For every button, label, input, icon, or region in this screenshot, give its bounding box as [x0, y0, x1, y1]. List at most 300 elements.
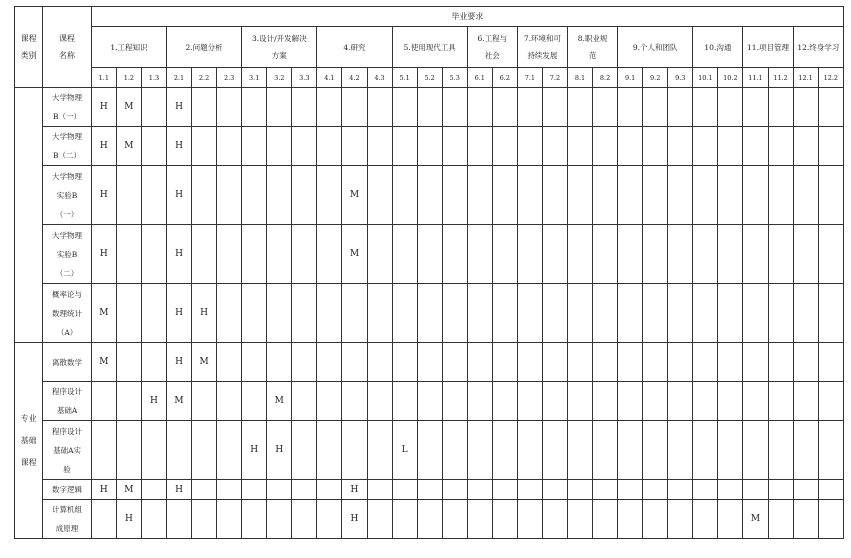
- support-level-cell: H: [167, 166, 192, 225]
- requirement-group-header: 9.个人和团队: [618, 27, 693, 68]
- support-level-cell: [618, 166, 643, 225]
- support-level-cell: [793, 284, 818, 343]
- support-level-cell: [593, 421, 618, 480]
- indicator-header: 4.2: [342, 68, 367, 88]
- support-level-cell: [217, 480, 242, 500]
- support-level-cell: [568, 382, 593, 421]
- support-level-cell: [367, 382, 392, 421]
- support-level-cell: [167, 500, 192, 539]
- support-level-cell: [367, 127, 392, 166]
- support-level-cell: [392, 166, 417, 225]
- support-level-cell: H: [91, 127, 116, 166]
- support-level-cell: [467, 382, 492, 421]
- requirement-group-header: 7.环境和可 持续发展: [517, 27, 567, 68]
- support-level-cell: H: [91, 225, 116, 284]
- indicator-header: 10.2: [718, 68, 743, 88]
- indicator-header: 5.3: [442, 68, 467, 88]
- support-level-cell: [141, 343, 166, 382]
- support-level-cell: [718, 166, 743, 225]
- support-level-cell: [668, 382, 693, 421]
- indicator-header: 10.1: [693, 68, 718, 88]
- support-level-cell: M: [342, 225, 367, 284]
- support-level-cell: [693, 480, 718, 500]
- course-name-cell: 离散数学: [43, 343, 92, 382]
- support-level-cell: [818, 421, 843, 480]
- support-level-cell: M: [116, 480, 141, 500]
- support-level-cell: [242, 343, 267, 382]
- support-level-cell: [768, 127, 793, 166]
- support-level-cell: [342, 421, 367, 480]
- course-row: [15, 382, 844, 421]
- support-level-cell: [492, 88, 517, 127]
- course-category-cell: [15, 88, 43, 343]
- requirements-matrix-table: [14, 6, 844, 539]
- support-level-cell: [618, 88, 643, 127]
- support-level-cell: [141, 480, 166, 500]
- support-level-cell: [242, 382, 267, 421]
- support-level-cell: [517, 421, 542, 480]
- support-level-cell: H: [342, 500, 367, 539]
- support-level-cell: [217, 284, 242, 343]
- support-level-cell: [417, 500, 442, 539]
- support-level-cell: H: [242, 421, 267, 480]
- indicator-header: 4.1: [317, 68, 342, 88]
- requirement-group-header: 11.项目管理: [743, 27, 793, 68]
- support-level-cell: [593, 225, 618, 284]
- indicator-header: 11.2: [768, 68, 793, 88]
- requirement-group-header: 3.设计/开发解决 方案: [242, 27, 317, 68]
- support-level-cell: [768, 480, 793, 500]
- support-level-cell: [718, 480, 743, 500]
- support-level-cell: [192, 480, 217, 500]
- support-level-cell: H: [116, 500, 141, 539]
- indicator-header: 8.1: [568, 68, 593, 88]
- support-level-cell: [367, 480, 392, 500]
- support-level-cell: [668, 88, 693, 127]
- course-name-cell: 数字逻辑: [43, 480, 92, 500]
- support-level-cell: [442, 225, 467, 284]
- support-level-cell: [542, 500, 567, 539]
- support-level-cell: [718, 421, 743, 480]
- support-level-cell: [618, 382, 643, 421]
- support-level-cell: [116, 382, 141, 421]
- support-level-cell: [693, 127, 718, 166]
- support-level-cell: [292, 166, 317, 225]
- course-name-cell: 概率论与 数理统计 （A）: [43, 284, 92, 343]
- support-level-cell: [167, 421, 192, 480]
- support-level-cell: [793, 225, 818, 284]
- support-level-cell: M: [116, 127, 141, 166]
- support-level-cell: [718, 127, 743, 166]
- support-level-cell: [818, 343, 843, 382]
- support-level-cell: [568, 88, 593, 127]
- support-level-cell: [267, 225, 292, 284]
- support-level-cell: [292, 480, 317, 500]
- support-level-cell: [392, 284, 417, 343]
- support-level-cell: [91, 500, 116, 539]
- support-level-cell: [192, 382, 217, 421]
- support-level-cell: [568, 343, 593, 382]
- support-level-cell: [367, 166, 392, 225]
- support-level-cell: [442, 421, 467, 480]
- support-level-cell: [542, 166, 567, 225]
- support-level-cell: [743, 382, 768, 421]
- support-level-cell: [793, 421, 818, 480]
- indicator-header: 9.1: [618, 68, 643, 88]
- indicator-header: 6.2: [492, 68, 517, 88]
- support-level-cell: [593, 343, 618, 382]
- course-name-cell: 大学物理 B（二）: [43, 127, 92, 166]
- support-level-cell: [116, 343, 141, 382]
- support-level-cell: [618, 480, 643, 500]
- support-level-cell: [718, 382, 743, 421]
- support-level-cell: [467, 166, 492, 225]
- support-level-cell: [141, 127, 166, 166]
- indicator-header: 5.2: [417, 68, 442, 88]
- support-level-cell: [392, 500, 417, 539]
- support-level-cell: [718, 284, 743, 343]
- support-level-cell: [442, 382, 467, 421]
- support-level-cell: [317, 284, 342, 343]
- support-level-cell: H: [167, 127, 192, 166]
- indicator-header: 2.2: [192, 68, 217, 88]
- course-row: [15, 88, 844, 127]
- support-level-cell: [342, 127, 367, 166]
- support-level-cell: [292, 88, 317, 127]
- course-row: [15, 343, 844, 382]
- support-level-cell: [517, 382, 542, 421]
- support-level-cell: [542, 343, 567, 382]
- support-level-cell: [392, 88, 417, 127]
- course-row: [15, 284, 844, 343]
- support-level-cell: [668, 127, 693, 166]
- support-level-cell: [217, 127, 242, 166]
- support-level-cell: [718, 500, 743, 539]
- support-level-cell: H: [267, 421, 292, 480]
- course-name-cell: 程序设计 基础A: [43, 382, 92, 421]
- support-level-cell: [292, 127, 317, 166]
- support-level-cell: [141, 500, 166, 539]
- support-level-cell: [768, 500, 793, 539]
- support-level-cell: [618, 421, 643, 480]
- support-level-cell: [141, 284, 166, 343]
- indicator-header: 12.2: [818, 68, 843, 88]
- support-level-cell: [818, 225, 843, 284]
- support-level-cell: [818, 127, 843, 166]
- support-level-cell: [517, 127, 542, 166]
- indicator-header: 1.3: [141, 68, 166, 88]
- support-level-cell: [768, 166, 793, 225]
- support-level-cell: [643, 382, 668, 421]
- course-name-cell: 程序设计 基础A实 验: [43, 421, 92, 480]
- support-level-cell: [217, 166, 242, 225]
- course-name-cell: 计算机组 成原理: [43, 500, 92, 539]
- requirement-group-header: 1.工程知识: [91, 27, 166, 68]
- support-level-cell: [768, 421, 793, 480]
- support-level-cell: [492, 421, 517, 480]
- indicator-header: 2.3: [217, 68, 242, 88]
- support-level-cell: [442, 166, 467, 225]
- support-level-cell: [467, 343, 492, 382]
- support-level-cell: L: [392, 421, 417, 480]
- support-level-cell: [593, 382, 618, 421]
- header-graduation-requirements: 毕业要求: [91, 7, 843, 27]
- support-level-cell: [317, 421, 342, 480]
- support-level-cell: [467, 480, 492, 500]
- support-level-cell: [643, 284, 668, 343]
- support-level-cell: [517, 480, 542, 500]
- support-level-cell: [693, 88, 718, 127]
- support-level-cell: [292, 343, 317, 382]
- support-level-cell: [668, 166, 693, 225]
- support-level-cell: H: [91, 166, 116, 225]
- support-level-cell: [141, 88, 166, 127]
- support-level-cell: [267, 284, 292, 343]
- indicator-header: 1.1: [91, 68, 116, 88]
- support-level-cell: [342, 88, 367, 127]
- support-level-cell: [542, 225, 567, 284]
- support-level-cell: [793, 166, 818, 225]
- support-level-cell: [417, 421, 442, 480]
- course-row: [15, 225, 844, 284]
- support-level-cell: [467, 225, 492, 284]
- support-level-cell: M: [192, 343, 217, 382]
- support-level-cell: M: [342, 166, 367, 225]
- support-level-cell: [743, 343, 768, 382]
- support-level-cell: [793, 88, 818, 127]
- support-level-cell: [818, 382, 843, 421]
- support-level-cell: [542, 284, 567, 343]
- support-level-cell: [442, 284, 467, 343]
- support-level-cell: [593, 127, 618, 166]
- support-level-cell: [116, 225, 141, 284]
- support-level-cell: [417, 343, 442, 382]
- support-level-cell: [91, 421, 116, 480]
- support-level-cell: [743, 166, 768, 225]
- support-level-cell: [643, 421, 668, 480]
- support-level-cell: [116, 284, 141, 343]
- support-level-cell: [517, 88, 542, 127]
- support-level-cell: [668, 343, 693, 382]
- support-level-cell: [593, 88, 618, 127]
- support-level-cell: [442, 127, 467, 166]
- support-level-cell: [192, 127, 217, 166]
- support-level-cell: H: [91, 88, 116, 127]
- support-level-cell: [467, 284, 492, 343]
- support-level-cell: [442, 88, 467, 127]
- support-level-cell: [492, 225, 517, 284]
- support-level-cell: [242, 88, 267, 127]
- support-level-cell: [743, 225, 768, 284]
- support-level-cell: [116, 421, 141, 480]
- support-level-cell: [242, 284, 267, 343]
- support-level-cell: [492, 343, 517, 382]
- support-level-cell: [643, 343, 668, 382]
- indicator-header: 8.2: [593, 68, 618, 88]
- support-level-cell: [91, 382, 116, 421]
- support-level-cell: [643, 127, 668, 166]
- support-level-cell: [242, 166, 267, 225]
- support-level-cell: [768, 284, 793, 343]
- support-level-cell: [618, 500, 643, 539]
- support-level-cell: [417, 225, 442, 284]
- support-level-cell: [342, 343, 367, 382]
- support-level-cell: [693, 225, 718, 284]
- support-level-cell: [217, 500, 242, 539]
- support-level-cell: [517, 500, 542, 539]
- support-level-cell: [643, 480, 668, 500]
- support-level-cell: [542, 127, 567, 166]
- support-level-cell: [718, 343, 743, 382]
- requirement-group-header: 12.终身学习: [793, 27, 843, 68]
- support-level-cell: [693, 343, 718, 382]
- support-level-cell: [568, 166, 593, 225]
- support-level-cell: [568, 284, 593, 343]
- support-level-cell: [141, 421, 166, 480]
- support-level-cell: [342, 284, 367, 343]
- indicator-header: 6.1: [467, 68, 492, 88]
- support-level-cell: [292, 421, 317, 480]
- support-level-cell: [317, 166, 342, 225]
- support-level-cell: [217, 343, 242, 382]
- support-level-cell: [593, 500, 618, 539]
- support-level-cell: [217, 382, 242, 421]
- support-level-cell: [467, 500, 492, 539]
- support-level-cell: [768, 225, 793, 284]
- support-level-cell: H: [342, 480, 367, 500]
- requirement-group-header: 8.职业规 范: [568, 27, 618, 68]
- header-course-category: 课程 类别: [15, 7, 43, 88]
- support-level-cell: [317, 127, 342, 166]
- course-category-cell: 专业 基础 课程: [15, 343, 43, 539]
- support-level-cell: [392, 480, 417, 500]
- support-level-cell: [743, 480, 768, 500]
- indicator-header: 5.1: [392, 68, 417, 88]
- support-level-cell: [116, 166, 141, 225]
- course-name-cell: 大学物理 实验B （二）: [43, 225, 92, 284]
- support-level-cell: [342, 382, 367, 421]
- support-level-cell: [643, 500, 668, 539]
- support-level-cell: H: [91, 480, 116, 500]
- support-level-cell: [693, 500, 718, 539]
- requirement-group-header: 10.沟通: [693, 27, 743, 68]
- support-level-cell: [417, 88, 442, 127]
- support-level-cell: [317, 500, 342, 539]
- support-level-cell: [618, 225, 643, 284]
- support-level-cell: [317, 480, 342, 500]
- support-level-cell: [141, 225, 166, 284]
- support-level-cell: [693, 284, 718, 343]
- support-level-cell: [668, 500, 693, 539]
- course-row: [15, 421, 844, 480]
- support-level-cell: [768, 382, 793, 421]
- support-level-cell: [793, 480, 818, 500]
- support-level-cell: [367, 284, 392, 343]
- header-course-name: 课程 名称: [43, 7, 92, 88]
- support-level-cell: [818, 480, 843, 500]
- course-name-cell: 大学物理 B（一）: [43, 88, 92, 127]
- support-level-cell: [317, 382, 342, 421]
- support-level-cell: H: [167, 225, 192, 284]
- indicator-header: 1.2: [116, 68, 141, 88]
- support-level-cell: H: [141, 382, 166, 421]
- indicator-header: 3.2: [267, 68, 292, 88]
- support-level-cell: [517, 284, 542, 343]
- support-level-cell: [618, 284, 643, 343]
- support-level-cell: [292, 284, 317, 343]
- indicator-header: 9.2: [643, 68, 668, 88]
- support-level-cell: [467, 88, 492, 127]
- indicator-header: 3.1: [242, 68, 267, 88]
- support-level-cell: [793, 500, 818, 539]
- support-level-cell: [267, 480, 292, 500]
- support-level-cell: [367, 343, 392, 382]
- support-level-cell: [367, 88, 392, 127]
- support-level-cell: [192, 88, 217, 127]
- support-level-cell: [192, 166, 217, 225]
- support-level-cell: [693, 421, 718, 480]
- support-level-cell: [793, 127, 818, 166]
- support-level-cell: [392, 127, 417, 166]
- requirement-group-header: 4.研究: [317, 27, 392, 68]
- indicator-header: 12.1: [793, 68, 818, 88]
- support-level-cell: [517, 343, 542, 382]
- support-level-cell: [392, 382, 417, 421]
- requirement-group-header: 2.问题分析: [167, 27, 242, 68]
- support-level-cell: [417, 166, 442, 225]
- support-level-cell: [668, 421, 693, 480]
- support-level-cell: [292, 382, 317, 421]
- support-level-cell: [743, 421, 768, 480]
- support-level-cell: [542, 382, 567, 421]
- support-level-cell: [818, 500, 843, 539]
- support-level-cell: [542, 88, 567, 127]
- support-level-cell: [768, 343, 793, 382]
- support-level-cell: [643, 225, 668, 284]
- support-level-cell: [141, 166, 166, 225]
- support-level-cell: [417, 382, 442, 421]
- support-level-cell: [267, 343, 292, 382]
- support-level-cell: [417, 127, 442, 166]
- support-level-cell: [718, 225, 743, 284]
- support-level-cell: [317, 225, 342, 284]
- support-level-cell: [593, 284, 618, 343]
- support-level-cell: [442, 480, 467, 500]
- support-level-cell: [492, 382, 517, 421]
- support-level-cell: [743, 127, 768, 166]
- support-level-cell: [568, 500, 593, 539]
- support-level-cell: [618, 127, 643, 166]
- indicator-header: 3.3: [292, 68, 317, 88]
- support-level-cell: H: [167, 88, 192, 127]
- support-level-cell: [542, 480, 567, 500]
- support-level-cell: [492, 284, 517, 343]
- support-level-cell: M: [91, 343, 116, 382]
- support-level-cell: [367, 500, 392, 539]
- support-level-cell: [492, 480, 517, 500]
- indicator-header: 7.2: [542, 68, 567, 88]
- support-level-cell: [217, 88, 242, 127]
- support-level-cell: [818, 88, 843, 127]
- support-level-cell: [643, 166, 668, 225]
- support-level-cell: M: [167, 382, 192, 421]
- support-level-cell: [242, 500, 267, 539]
- support-level-cell: [192, 421, 217, 480]
- indicator-header: 4.3: [367, 68, 392, 88]
- support-level-cell: [442, 343, 467, 382]
- support-level-cell: H: [167, 343, 192, 382]
- support-level-cell: [618, 343, 643, 382]
